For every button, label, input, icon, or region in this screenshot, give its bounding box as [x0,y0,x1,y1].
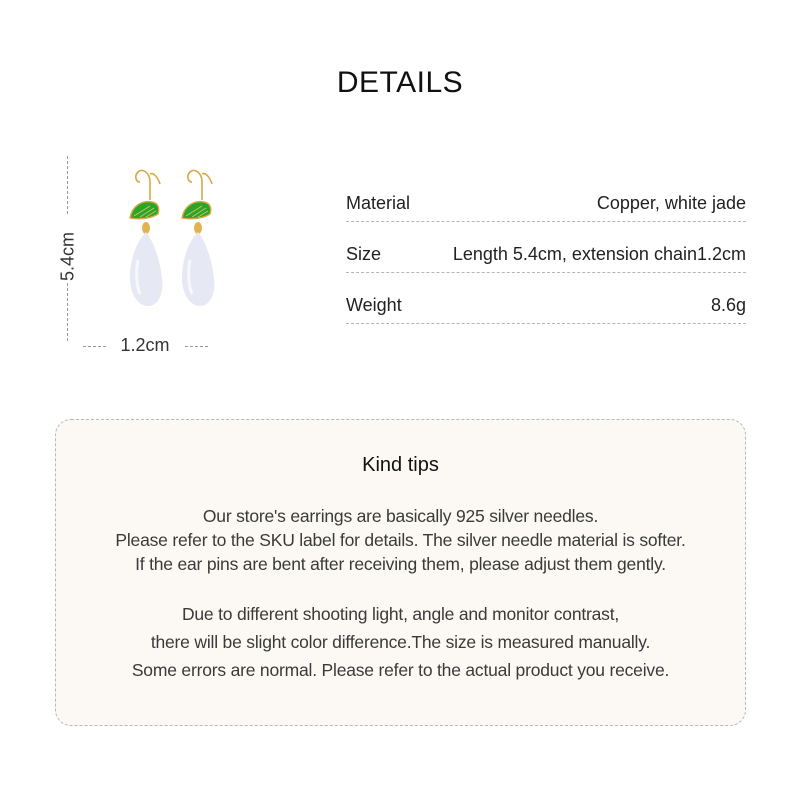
width-dimension-line-left [83,346,106,347]
spec-row-material [346,190,746,222]
earring-icon [120,160,166,320]
spec-value: Length 5.4cm, extension chain1.2cm [452,244,746,264]
height-dimension-line-bottom [67,283,68,341]
earring-left [120,160,166,320]
spec-label: Material [346,193,411,213]
width-dimension-label: 1.2cm [120,335,170,355]
tips-line: Some errors are normal. Please refer to the actual product you receive. [131,660,670,680]
earring-icon [172,160,218,320]
tips-line: Our store's earrings are basically 925 silver needles. [202,506,599,526]
spec-row-weight [346,273,746,324]
width-dimension-line-right [185,346,208,347]
product-image [120,160,230,320]
spec-label: Weight [346,295,402,315]
spec-value: 8.6g [710,295,746,315]
tips-paragraph-color [56,600,745,684]
height-dimension-line-top [67,156,68,214]
kind-tips-box [55,419,746,726]
tips-line: there will be slight color difference.The size is measured manually. [150,632,651,652]
tips-line: Please refer to the SKU label for details. The silver needle material is softer. [115,530,686,550]
tips-line: Due to different shooting light, angle and monitor contrast, [181,604,620,624]
page-title: DETAILS [336,66,464,99]
spec-table [346,190,746,324]
spec-value: Copper, white jade [596,193,746,213]
earring-right [172,160,218,320]
tips-line: If the ear pins are bent after receiving them, please adjust them gently. [135,554,666,574]
tips-paragraph-needles [56,504,745,576]
tips-title: Kind tips [362,454,439,476]
spec-row-size [346,222,746,273]
spec-label: Size [346,244,382,264]
height-dimension-label: 5.4cm [57,231,78,282]
